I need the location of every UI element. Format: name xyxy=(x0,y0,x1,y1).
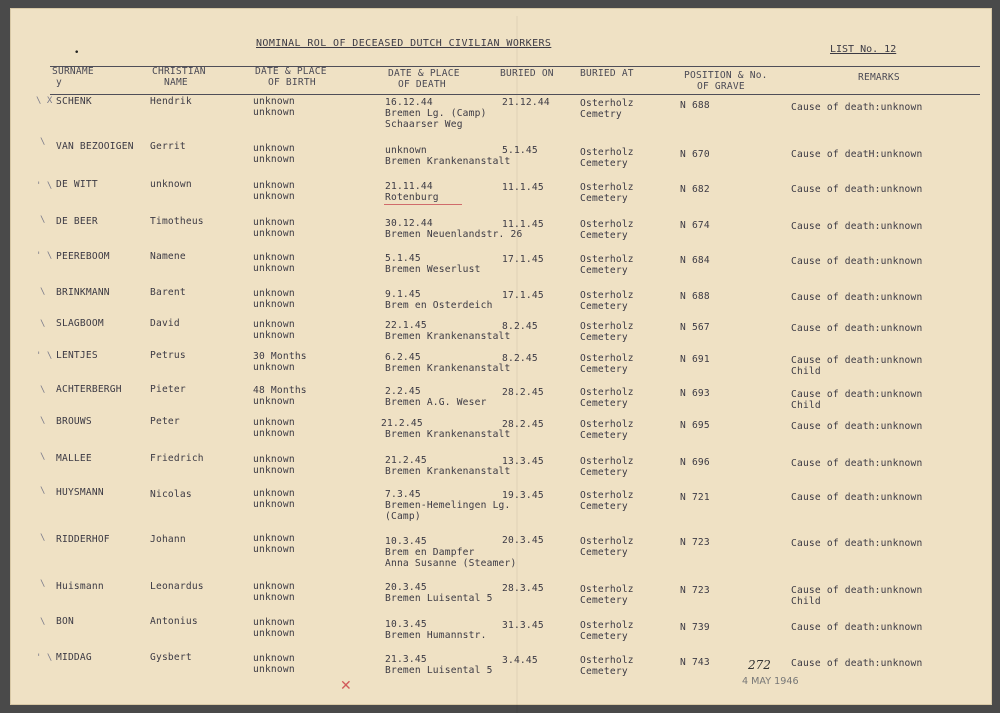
row-tick: \ xyxy=(40,416,46,426)
buried-at: Osterholz xyxy=(580,290,634,301)
surname: DE BEER xyxy=(56,216,98,227)
red-underline xyxy=(384,204,462,205)
col-surname-mark: y xyxy=(56,77,62,88)
buried-at: Osterholz xyxy=(580,536,634,547)
remarks: Cause of death:unknown xyxy=(791,221,923,232)
remarks: Cause of death:unknown xyxy=(791,355,923,366)
death-line: Brem en Osterdeich xyxy=(385,300,493,311)
row-tick: \ xyxy=(40,617,46,627)
birth-line: unknown xyxy=(253,417,295,428)
death-line: Bremen Krankenanstalt xyxy=(385,331,511,342)
remarks: Cause of death:unknown xyxy=(791,256,923,267)
surname: DE WITT xyxy=(56,179,98,190)
document-title: NOMINAL ROL OF DECEASED DUTCH CIVILIAN WORKERS xyxy=(256,38,552,49)
col-christian-1: CHRISTIAN xyxy=(152,66,206,77)
buried-at: Osterholz xyxy=(580,254,634,265)
col-remarks: REMARKS xyxy=(858,72,900,83)
birth-line: unknown xyxy=(253,544,295,555)
death-line: 5.1.45 xyxy=(385,253,421,264)
buried-at: Osterholz xyxy=(580,655,634,666)
buried-at: Cemetery xyxy=(580,595,628,606)
grave-number: N 670 xyxy=(680,149,710,160)
col-christian-2: NAME xyxy=(164,77,188,88)
birth-line: 30 Months xyxy=(253,351,307,362)
death-line: 30.12.44 xyxy=(385,218,433,229)
grave-number: N 688 xyxy=(680,291,710,302)
death-line: Bremen A.G. Weser xyxy=(385,397,487,408)
birth-line: unknown xyxy=(253,499,295,510)
death-line: Bremen-Hemelingen Lg. xyxy=(385,500,511,511)
grave-number: N 695 xyxy=(680,420,710,431)
birth-line: unknown xyxy=(253,228,295,239)
buried-on: 31.3.45 xyxy=(502,620,544,631)
remarks: Cause of death:unknown xyxy=(791,389,923,400)
row-tick: \ xyxy=(40,319,46,329)
buried-on: 3.4.45 xyxy=(502,655,538,666)
birth-line: unknown xyxy=(253,428,295,439)
col-birth-1: DATE & PLACE xyxy=(255,66,327,77)
row-tick: ' \ xyxy=(36,251,53,261)
death-line: 9.1.45 xyxy=(385,289,421,300)
death-line: (Camp) xyxy=(385,511,421,522)
birth-line: unknown xyxy=(253,396,295,407)
buried-at: Cemetery xyxy=(580,265,628,276)
remarks: Cause of death:unknown xyxy=(791,292,923,303)
birth-line: unknown xyxy=(253,664,295,675)
christian-name: Namene xyxy=(150,251,186,262)
grave-number: N 682 xyxy=(680,184,710,195)
surname: Huismann xyxy=(56,581,104,592)
christian-name: Johann xyxy=(150,534,186,545)
remarks: Cause of death:unknown xyxy=(791,538,923,549)
buried-at: Cemetery xyxy=(580,158,628,169)
death-line: Bremen Luisental 5 xyxy=(385,665,493,676)
death-line: Bremen Neuenlandstr. 26 xyxy=(385,229,523,240)
col-position-1: POSITION & No. xyxy=(684,70,768,81)
row-tick: ' \ xyxy=(36,181,53,191)
death-line: 22.1.45 xyxy=(385,320,427,331)
christian-name: Nicolas xyxy=(150,489,192,500)
grave-number: N 721 xyxy=(680,492,710,503)
buried-at: Cemetery xyxy=(580,666,628,677)
birth-line: unknown xyxy=(253,653,295,664)
surname: MIDDAG xyxy=(56,652,92,663)
christian-name: Pieter xyxy=(150,384,186,395)
buried-at: Cemetery xyxy=(580,364,628,375)
buried-at: Osterholz xyxy=(580,182,634,193)
grave-number: N 723 xyxy=(680,585,710,596)
death-line: 10.3.45 xyxy=(385,619,427,630)
surname: VAN BEZOOIGEN xyxy=(56,141,134,152)
remarks: Cause of death:unknown xyxy=(791,421,923,432)
birth-line: 48 Months xyxy=(253,385,307,396)
remarks: Cause of death:unknown xyxy=(791,102,923,113)
buried-on: 20.3.45 xyxy=(502,535,544,546)
buried-on: 17.1.45 xyxy=(502,254,544,265)
christian-name: Gerrit xyxy=(150,141,186,152)
grave-number: N 674 xyxy=(680,220,710,231)
grave-number: N 688 xyxy=(680,100,710,111)
death-line: Bremen Humannstr. xyxy=(385,630,487,641)
col-death-2: OF DEATH xyxy=(398,79,446,90)
surname: LENTJES xyxy=(56,350,98,361)
death-line: Bremen Weserlust xyxy=(385,264,481,275)
date-stamp: 4 MAY 1946 xyxy=(742,676,799,687)
red-x-mark: ✕ xyxy=(340,678,352,694)
buried-at: Osterholz xyxy=(580,147,634,158)
row-tick: \ xyxy=(40,533,46,543)
grave-number: N 693 xyxy=(680,388,710,399)
row-tick: ' \ xyxy=(36,351,53,361)
birth-line: unknown xyxy=(253,592,295,603)
christian-name: Timotheus xyxy=(150,216,204,227)
row-tick: \ xyxy=(40,452,46,462)
death-line: 16.12.44 xyxy=(385,97,433,108)
remarks: Cause of death:unknown xyxy=(791,658,923,669)
buried-on: 11.1.45 xyxy=(502,182,544,193)
death-line: 21.2.45 xyxy=(381,418,423,429)
surname: HUYSMANN xyxy=(56,487,104,498)
death-line: Anna Susanne (Steamer) xyxy=(385,558,517,569)
buried-on: 19.3.45 xyxy=(502,490,544,501)
buried-at: Cemetery xyxy=(580,501,628,512)
buried-on: 8.2.45 xyxy=(502,321,538,332)
remarks: Cause of death:unknown xyxy=(791,492,923,503)
buried-on: 17.1.45 xyxy=(502,290,544,301)
list-number: LIST No. 12 xyxy=(830,44,897,55)
death-line: Schaarser Weg xyxy=(385,119,463,130)
christian-name: David xyxy=(150,318,180,329)
buried-at: Osterholz xyxy=(580,321,634,332)
col-position-2: OF GRAVE xyxy=(697,81,745,92)
col-birth-2: OF BIRTH xyxy=(268,77,316,88)
birth-line: unknown xyxy=(253,330,295,341)
remarks: Cause of death:unknown xyxy=(791,458,923,469)
buried-on: 13.3.45 xyxy=(502,456,544,467)
birth-line: unknown xyxy=(253,454,295,465)
buried-at: Cemetery xyxy=(580,631,628,642)
christian-name: unknown xyxy=(150,179,192,190)
buried-on: 28.2.45 xyxy=(502,419,544,430)
christian-name: Friedrich xyxy=(150,453,204,464)
death-line: Bremen Luisental 5 xyxy=(385,593,493,604)
buried-at: Cemetery xyxy=(580,301,628,312)
surname: SCHENK xyxy=(56,96,92,107)
col-surname: SURNAME xyxy=(52,66,94,77)
christian-name: Peter xyxy=(150,416,180,427)
buried-at: Osterholz xyxy=(580,419,634,430)
death-line: Bremen Lg. (Camp) xyxy=(385,108,487,119)
birth-line: unknown xyxy=(253,362,295,373)
birth-line: unknown xyxy=(253,288,295,299)
col-buried-at: BURIED AT xyxy=(580,68,634,79)
buried-at: Cemetery xyxy=(580,467,628,478)
buried-on: 11.1.45 xyxy=(502,219,544,230)
birth-line: unknown xyxy=(253,252,295,263)
christian-name: Gysbert xyxy=(150,652,192,663)
dot-mark: • xyxy=(74,48,80,58)
death-line: 6.2.45 xyxy=(385,352,421,363)
surname: BRINKMANN xyxy=(56,287,110,298)
remarks: Child xyxy=(791,366,821,377)
death-line: Bremen Krankenanstalt xyxy=(385,466,511,477)
grave-number: N 691 xyxy=(680,354,710,365)
buried-on: 21.12.44 xyxy=(502,97,550,108)
header-bottom-rule xyxy=(50,94,980,95)
col-buried-on: BURIED ON xyxy=(500,68,554,79)
buried-at: Osterholz xyxy=(580,98,634,109)
birth-line: unknown xyxy=(253,180,295,191)
remarks: Cause of death:unknown xyxy=(791,323,923,334)
death-line: 7.3.45 xyxy=(385,489,421,500)
birth-line: unknown xyxy=(253,319,295,330)
grave-number: N 567 xyxy=(680,322,710,333)
christian-name: Petrus xyxy=(150,350,186,361)
christian-name: Barent xyxy=(150,287,186,298)
death-line: Brem en Dampfer xyxy=(385,547,475,558)
buried-at: Osterholz xyxy=(580,456,634,467)
buried-on: 28.2.45 xyxy=(502,387,544,398)
handwritten-number: 272 xyxy=(748,658,771,672)
buried-on: 8.2.45 xyxy=(502,353,538,364)
grave-number: N 743 xyxy=(680,657,710,668)
birth-line: unknown xyxy=(253,154,295,165)
christian-name: Leonardus xyxy=(150,581,204,592)
row-tick: \ xyxy=(40,385,46,395)
death-line: 2.2.45 xyxy=(385,386,421,397)
buried-at: Osterholz xyxy=(580,219,634,230)
buried-at: Cemetery xyxy=(580,230,628,241)
death-line: Bremen Krankenanstalt xyxy=(385,429,511,440)
death-line: 21.3.45 xyxy=(385,654,427,665)
remarks: Cause of death:unknown xyxy=(791,184,923,195)
surname: BROUWS xyxy=(56,416,92,427)
birth-line: unknown xyxy=(253,581,295,592)
death-line: 21.11.44 xyxy=(385,181,433,192)
buried-on: 28.3.45 xyxy=(502,583,544,594)
birth-line: unknown xyxy=(253,143,295,154)
surname: MALLEE xyxy=(56,453,92,464)
row-tick: \ X xyxy=(36,96,53,106)
surname: PEEREBOOM xyxy=(56,251,110,262)
birth-line: unknown xyxy=(253,628,295,639)
surname: RIDDERHOF xyxy=(56,534,110,545)
death-line: 10.3.45 xyxy=(385,536,427,547)
grave-number: N 684 xyxy=(680,255,710,266)
surname: BON xyxy=(56,616,74,627)
row-tick: ' \ xyxy=(36,653,53,663)
grave-number: N 739 xyxy=(680,622,710,633)
buried-at: Cemetery xyxy=(580,547,628,558)
buried-at: Cemetery xyxy=(580,193,628,204)
row-tick: \ xyxy=(40,137,46,147)
christian-name: Antonius xyxy=(150,616,198,627)
buried-at: Osterholz xyxy=(580,584,634,595)
birth-line: unknown xyxy=(253,533,295,544)
row-tick: \ xyxy=(40,287,46,297)
remarks: Child xyxy=(791,596,821,607)
buried-on: 5.1.45 xyxy=(502,145,538,156)
buried-at: Osterholz xyxy=(580,620,634,631)
death-line: 20.3.45 xyxy=(385,582,427,593)
page-fold xyxy=(516,16,518,713)
birth-line: unknown xyxy=(253,107,295,118)
death-line: 21.2.45 xyxy=(385,455,427,466)
remarks: Child xyxy=(791,400,821,411)
birth-line: unknown xyxy=(253,96,295,107)
birth-line: unknown xyxy=(253,488,295,499)
death-line: unknown xyxy=(385,145,427,156)
surname: ACHTERBERGH xyxy=(56,384,122,395)
row-tick: \ xyxy=(40,215,46,225)
birth-line: unknown xyxy=(253,465,295,476)
buried-at: Osterholz xyxy=(580,387,634,398)
buried-at: Cemetery xyxy=(580,332,628,343)
remarks: Cause of deatH:unknown xyxy=(791,149,923,160)
death-line: Rotenburg xyxy=(385,192,439,203)
death-line: Bremen Krankenanstalt xyxy=(385,363,511,374)
buried-at: Osterholz xyxy=(580,353,634,364)
document-page xyxy=(10,8,992,705)
birth-line: unknown xyxy=(253,263,295,274)
buried-at: Osterholz xyxy=(580,490,634,501)
surname: SLAGBOOM xyxy=(56,318,104,329)
remarks: Cause of death:unknown xyxy=(791,585,923,596)
buried-at: Cemetery xyxy=(580,430,628,441)
birth-line: unknown xyxy=(253,299,295,310)
grave-number: N 723 xyxy=(680,537,710,548)
death-line: Bremen Krankenanstalt xyxy=(385,156,511,167)
col-death-1: DATE & PLACE xyxy=(388,68,460,79)
remarks: Cause of death:unknown xyxy=(791,622,923,633)
buried-at: Cemetry xyxy=(580,109,622,120)
christian-name: Hendrik xyxy=(150,96,192,107)
grave-number: N 696 xyxy=(680,457,710,468)
birth-line: unknown xyxy=(253,191,295,202)
row-tick: \ xyxy=(40,486,46,496)
row-tick: \ xyxy=(40,579,46,589)
birth-line: unknown xyxy=(253,617,295,628)
buried-at: Cemetery xyxy=(580,398,628,409)
birth-line: unknown xyxy=(253,217,295,228)
